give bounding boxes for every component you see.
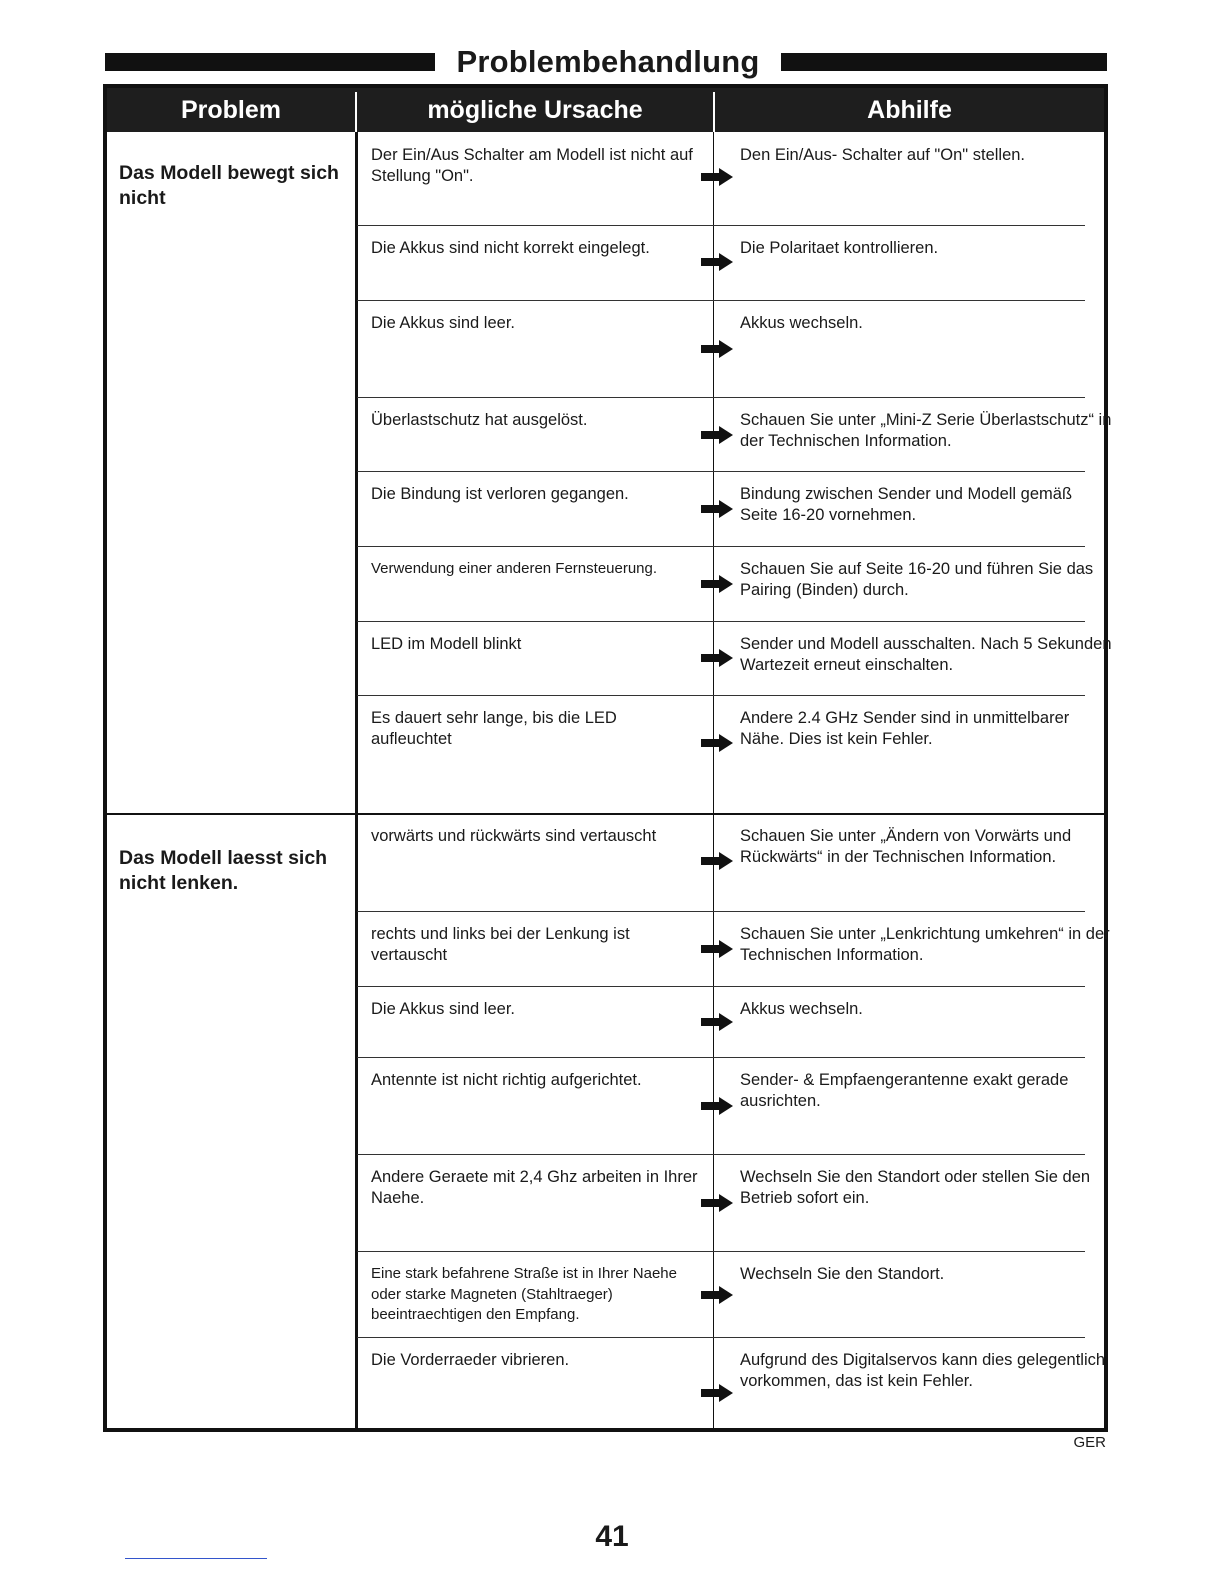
arrow-right-icon [701, 575, 735, 593]
page-title: Problembehandlung [456, 44, 760, 79]
cause-text: Verwendung einer anderen Fernsteuerung. [371, 560, 658, 577]
arrow-right-icon [701, 940, 735, 958]
row-divider [357, 300, 1085, 301]
problem-label: Das Modell laesst sich nicht lenken. [119, 847, 328, 894]
remedy-text: Wechseln Sie den Standort. [740, 1265, 945, 1283]
footnote-rule [125, 1558, 267, 1559]
remedy-text: Andere 2.4 GHz Sender sind in unmittelbarer Nähe. Dies ist kein Fehler. [740, 709, 1070, 748]
troubleshooting-table [103, 84, 1112, 1432]
column-divider-left [355, 132, 358, 1428]
cause-text: rechts und links bei der Lenkung ist vertauscht [371, 925, 630, 964]
remedy-text: Schauen Sie auf Seite 16-20 und führen Sie das Pairing (Binden) durch. [740, 560, 1094, 599]
cause-text: vorwärts und rückwärts sind vertauscht [371, 827, 657, 845]
remedy-text: Schauen Sie unter „Ändern von Vorwärts und Rückwärts“ in der Technischen Information. [740, 827, 1072, 866]
remedy-text: Bindung zwischen Sender und Modell gemäß Seite 16-20 vornehmen. [740, 485, 1073, 524]
arrow-right-icon [701, 1194, 735, 1212]
table-header [107, 88, 1104, 132]
row-divider [357, 695, 1085, 696]
cause-text: Andere Geraete mit 2,4 Ghz arbeiten in Ihrer Naehe. [371, 1168, 698, 1207]
remedy-text: Schauen Sie unter „Mini-Z Serie Überlastschutz“ in der Technischen Information. [740, 411, 1112, 450]
cause-text: Die Akkus sind leer. [371, 314, 515, 332]
arrow-right-icon [701, 852, 735, 870]
cause-text: Die Vorderraeder vibrieren. [371, 1351, 570, 1369]
cause-text: Eine stark befahrene Straße ist in Ihrer Naehe oder starke Magneten (Stahltraeger) beeintraechtigen den Empfang. [371, 1265, 677, 1323]
remedy-text: Akkus wechseln. [740, 1000, 863, 1018]
cause-text: Antennte ist nicht richtig aufgerichtet. [371, 1071, 642, 1089]
row-divider [357, 911, 1085, 912]
problem-label: Das Modell bewegt sich nicht [119, 162, 339, 209]
arrow-right-icon [701, 734, 735, 752]
row-divider [357, 1337, 1085, 1338]
row-divider [357, 1154, 1085, 1155]
arrow-right-icon [701, 340, 735, 358]
language-code: GER [1073, 1434, 1106, 1451]
column-divider-mid [713, 132, 714, 1428]
arrow-right-icon [701, 649, 735, 667]
arrow-right-icon [701, 168, 735, 186]
page-title-row [105, 44, 1107, 80]
arrow-right-icon [701, 1286, 735, 1304]
cause-text: Es dauert sehr lange, bis die LED aufleuchtet [371, 709, 617, 748]
title-bar-left [105, 53, 435, 71]
header-problem: Problem [180, 96, 282, 124]
remedy-text: Wechseln Sie den Standort oder stellen Sie den Betrieb sofort ein. [740, 1168, 1091, 1207]
arrow-right-icon [701, 500, 735, 518]
arrow-right-icon [701, 1097, 735, 1115]
group-separator [107, 813, 1104, 815]
remedy-text: Sender und Modell ausschalten. Nach 5 Sekunden Wartezeit erneut einschalten. [740, 635, 1112, 674]
remedy-text: Sender- & Empfaengerantenne exakt gerade ausrichten. [740, 1071, 1069, 1110]
remedy-text: Den Ein/Aus- Schalter auf "On" stellen. [740, 146, 1026, 164]
row-divider [357, 397, 1085, 398]
row-divider [357, 986, 1085, 987]
cause-text: Die Akkus sind nicht korrekt eingelegt. [371, 239, 650, 257]
arrow-right-icon [701, 1384, 735, 1402]
arrow-right-icon [701, 1013, 735, 1031]
cause-text: LED im Modell blinkt [371, 635, 522, 653]
row-divider [357, 471, 1085, 472]
row-divider [357, 621, 1085, 622]
remedy-text: Schauen Sie unter „Lenkrichtung umkehren“ in der Technischen Information. [740, 925, 1110, 964]
arrow-right-icon [701, 426, 735, 444]
remedy-text: Aufgrund des Digitalservos kann dies gelegentlich vorkommen, das ist kein Fehler. [740, 1351, 1106, 1390]
row-divider [357, 225, 1085, 226]
row-divider [357, 1251, 1085, 1252]
cause-text: Der Ein/Aus Schalter am Modell ist nicht auf Stellung "On". [371, 146, 693, 185]
row-divider [357, 1057, 1085, 1058]
remedy-text: Akkus wechseln. [740, 314, 863, 332]
cause-text: Die Akkus sind leer. [371, 1000, 515, 1018]
cause-text: Die Bindung ist verloren gegangen. [371, 485, 629, 503]
header-cause: mögliche Ursache [427, 96, 643, 124]
title-bar-right [781, 53, 1107, 71]
remedy-text: Die Polaritaet kontrollieren. [740, 239, 939, 257]
row-divider [357, 546, 1085, 547]
arrow-right-icon [701, 253, 735, 271]
cause-text: Überlastschutz hat ausgelöst. [371, 411, 588, 429]
header-remedy: Abhilfe [867, 96, 952, 124]
page-number: 41 [595, 1520, 629, 1553]
